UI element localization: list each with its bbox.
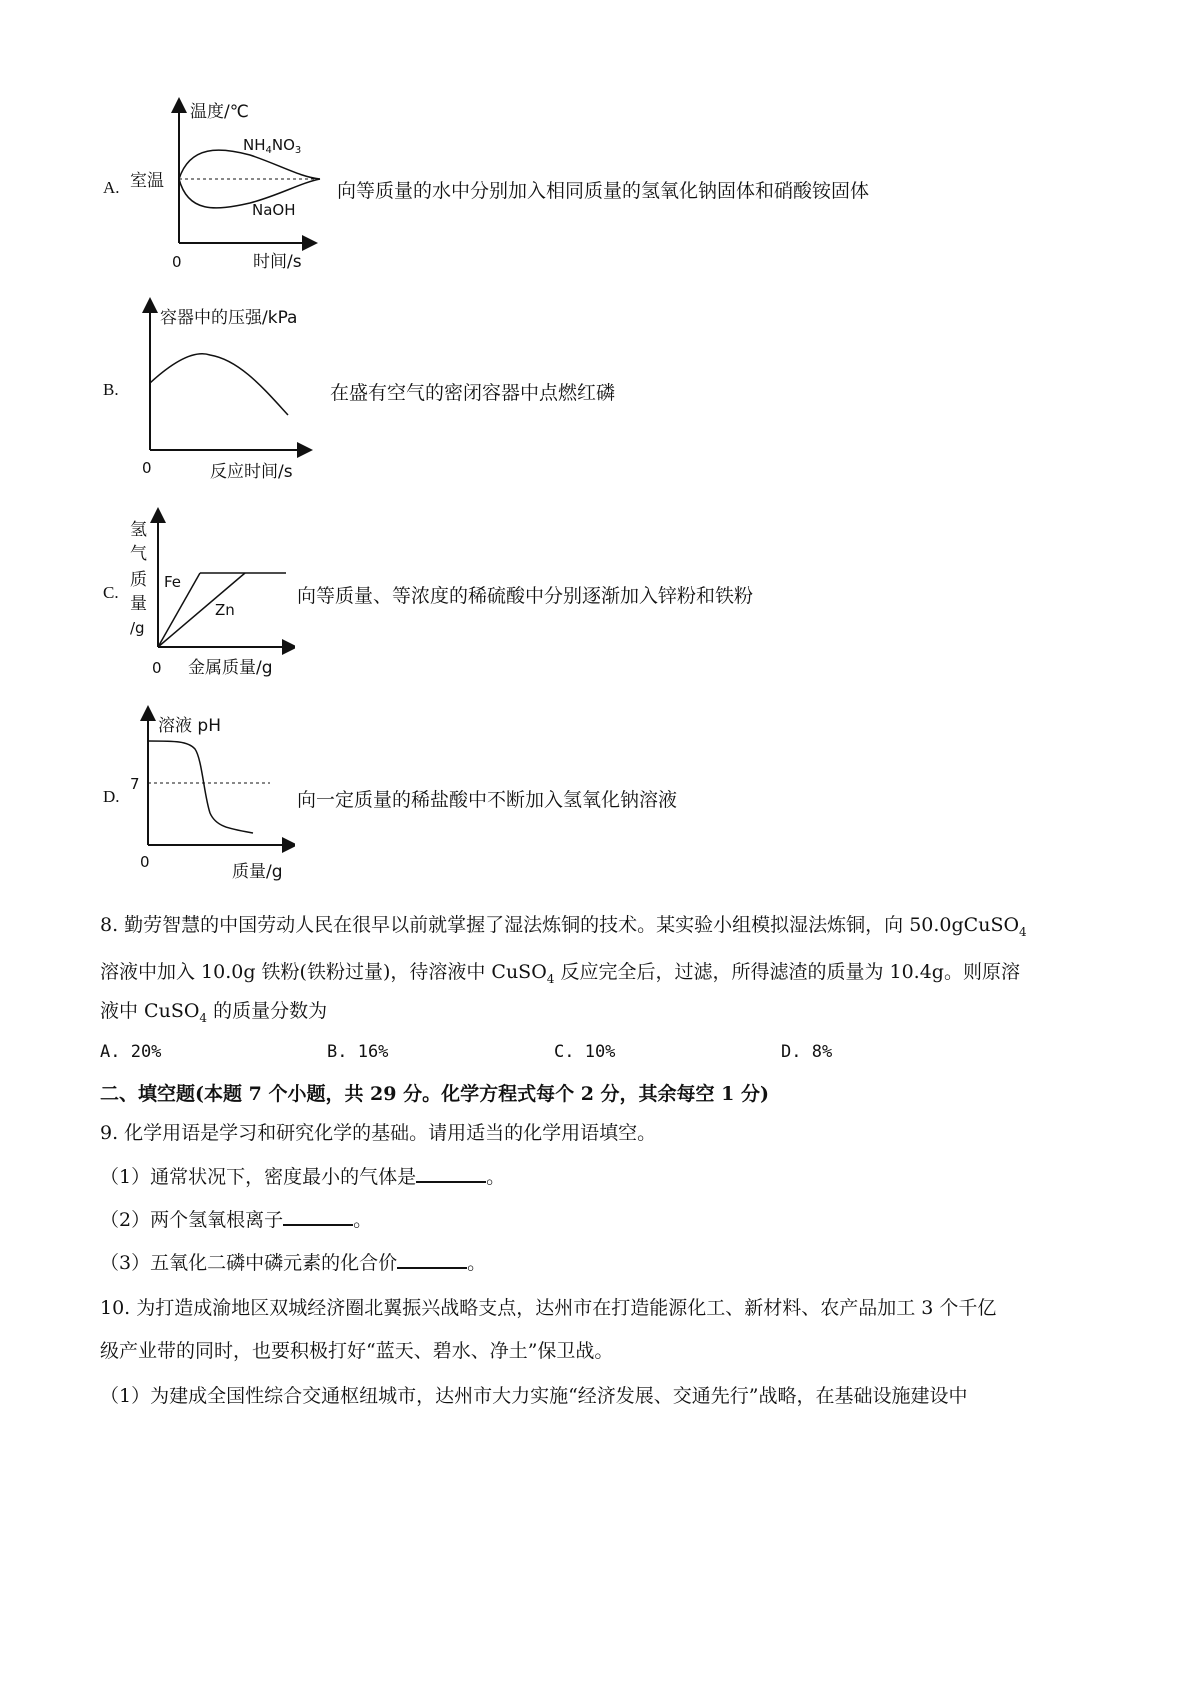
option-c-figure: [120, 505, 295, 685]
d-ref-value: 7: [130, 775, 140, 793]
option-a-text: 向等质量的水中分别加入相同质量的氢氧化钠固体和硝酸铵固体: [337, 180, 870, 202]
q10-line-3: （1）为建成全国性综合交通枢纽城市，达州市大力实施“经济发展、交通先行”战略，在基础设施建设中: [100, 1385, 968, 1407]
c-ylabel-char-3: 质: [130, 570, 147, 590]
a-xlabel: 时间/s: [253, 252, 302, 272]
b-xlabel: 反应时间/s: [210, 462, 293, 482]
a-curve-top-label: $NH_4NO_3$: [243, 136, 302, 156]
c-zn-label: Zn: [215, 601, 235, 619]
answer-blank[interactable]: [397, 1251, 467, 1269]
q9-item-1: （1）通常状况下，密度最小的气体是 。: [100, 1166, 506, 1188]
d-ylabel: 溶液 pH: [158, 716, 221, 736]
option-d-figure: [120, 705, 295, 885]
a-ylabel: 温度/℃: [190, 102, 249, 122]
section-2-title: 二、填空题(本题 7 个小题，共 29 分。化学方程式每个 2 分，其余每空 1 分): [100, 1083, 770, 1105]
d-xlabel: 质量/g: [232, 862, 283, 882]
q10-line-1: 10. 为打造成渝地区双城经济圈北翼振兴战略支点，达州市在打造能源化工、新材料、农产品加工 3 个千亿: [100, 1297, 997, 1319]
c-ylabel-char-1: 氢: [130, 520, 147, 540]
d-origin: 0: [140, 853, 150, 871]
q10-line-2: 级产业带的同时，也要积极打好“蓝天、碧水、净土”保卫战。: [100, 1340, 614, 1362]
q8-line-1: 8. 勤劳智慧的中国劳动人民在很早以前就掌握了湿法炼铜的技术。某实验小组模拟湿法炼铜，向 50.0gCuSO$_4$: [100, 914, 1027, 939]
option-b-letter: B.: [103, 380, 119, 399]
option-a-letter: A.: [103, 178, 120, 197]
pressure-curve: [150, 354, 288, 415]
answer-blank[interactable]: [283, 1208, 353, 1226]
option-d-text: 向一定质量的稀盐酸中不断加入氢氧化钠溶液: [297, 789, 678, 811]
q8-choice-d: D. 8%: [781, 1042, 833, 1062]
q9-item-2: （2）两个氢氧根离子 。: [100, 1209, 373, 1231]
option-c-text: 向等质量、等浓度的稀硫酸中分别逐渐加入锌粉和铁粉: [297, 585, 754, 607]
c-ylabel-char-5: /g: [130, 619, 145, 637]
c-origin: 0: [152, 659, 162, 677]
q8-choice-a: A. 20%: [100, 1042, 162, 1062]
b-ylabel: 容器中的压强/kPa: [160, 308, 298, 328]
option-b-figure: [120, 295, 335, 485]
c-xlabel: 金属质量/g: [188, 658, 273, 678]
option-a-figure: [120, 95, 330, 275]
c-fe-label: Fe: [164, 573, 182, 591]
a-origin: 0: [172, 253, 182, 271]
q9-stem: 9. 化学用语是学习和研究化学的基础。请用适当的化学用语填空。: [100, 1122, 657, 1144]
a-room-temp-label: 室温: [130, 171, 164, 191]
naoh-curve: [179, 179, 320, 208]
c-ylabel-char-4: 量: [130, 594, 147, 614]
q8-choice-c: C. 10%: [554, 1042, 616, 1062]
q9-item-3: （3）五氧化二磷中磷元素的化合价 。: [100, 1252, 487, 1274]
option-c-letter: C.: [103, 583, 119, 602]
option-b-text: 在盛有空气的密闭容器中点燃红磷: [330, 382, 616, 404]
b-origin: 0: [142, 459, 152, 477]
option-d-letter: D.: [103, 787, 120, 806]
q8-line-3: 液中 CuSO$_4$ 的质量分数为: [100, 1000, 328, 1025]
a-curve-bottom-label: NaOH: [252, 201, 296, 219]
answer-blank[interactable]: [416, 1165, 486, 1183]
c-ylabel-char-2: 气: [130, 544, 147, 564]
ph-curve: [148, 741, 253, 833]
q8-line-2: 溶液中加入 10.0g 铁粉(铁粉过量)，待溶液中 CuSO$_4$ 反应完全后，过滤，所得滤渣的质量为 10.4g。则原溶: [100, 961, 1020, 986]
q8-choice-b: B. 16%: [327, 1042, 389, 1062]
